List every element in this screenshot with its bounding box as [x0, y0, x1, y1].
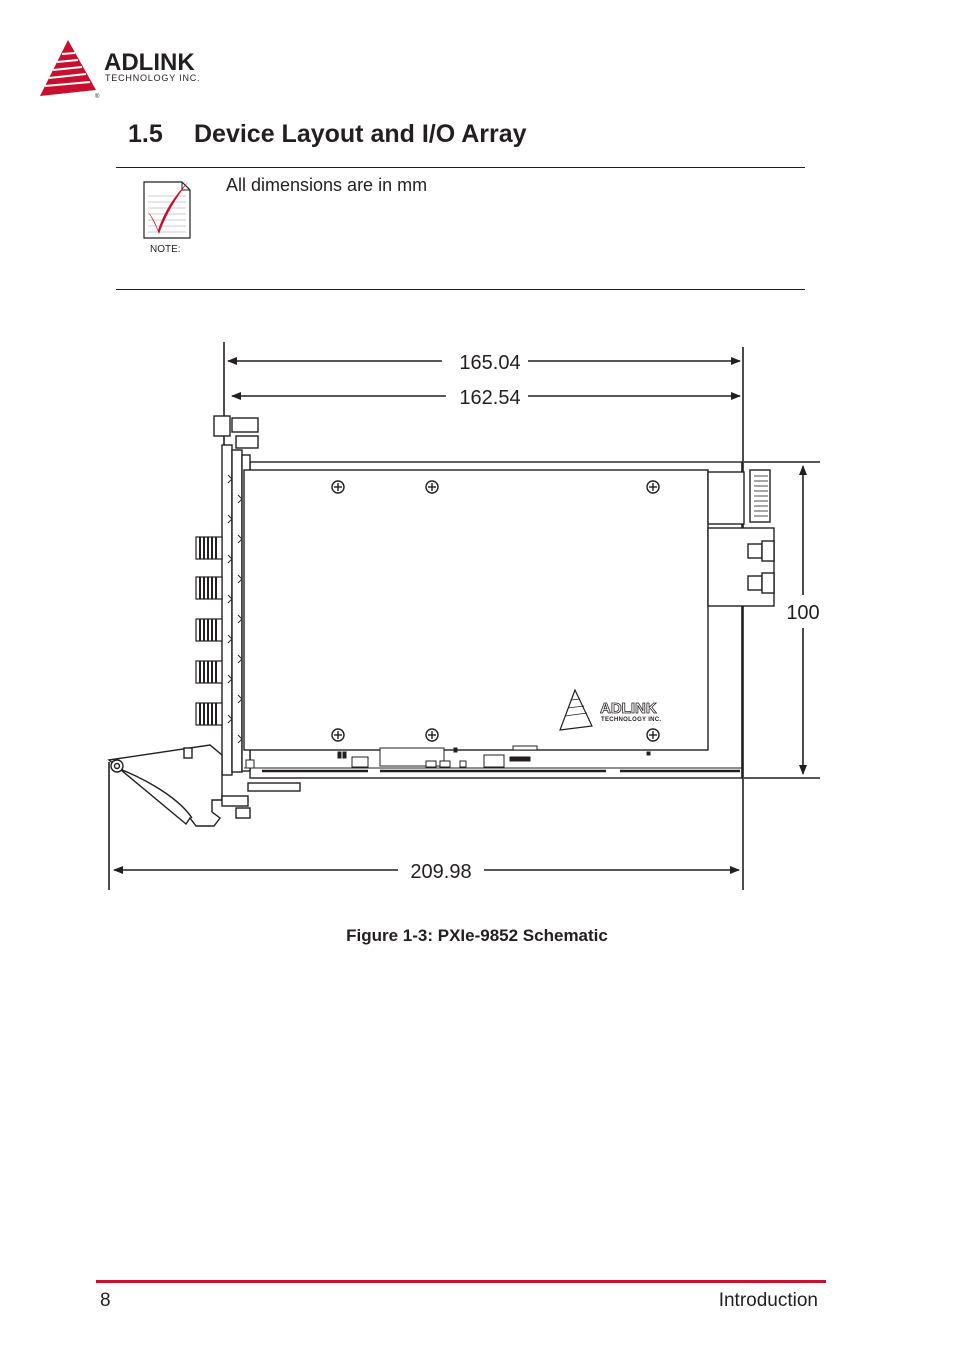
- sma-connector-icon: [196, 537, 222, 559]
- dimension-width-162: [232, 387, 740, 409]
- sma-connector-icon: [196, 703, 222, 725]
- logo-wordmark: ADLINK: [104, 49, 195, 76]
- screw-icon: [332, 481, 344, 493]
- board-logo-subtitle: TECHNOLOGY INC.: [601, 717, 662, 723]
- sma-connectors: [196, 537, 222, 725]
- screw-icon: [647, 729, 659, 741]
- screw-icon: [426, 729, 438, 741]
- dimension-label-height: 100: [786, 602, 820, 624]
- screw-icon: [332, 729, 344, 741]
- screw-icon: [426, 481, 438, 493]
- sma-connector-icon: [196, 661, 222, 683]
- dimension-label-length: 209.98: [410, 861, 472, 883]
- adlink-logo: [38, 38, 238, 100]
- board-logo-wordmark: ADLINK: [600, 700, 657, 717]
- logo-subtitle: TECHNOLOGY INC.: [105, 73, 201, 83]
- sma-connector-icon: [196, 619, 222, 641]
- note-top-divider: [116, 167, 805, 168]
- note-label: NOTE:: [150, 244, 181, 255]
- screw-icon: [647, 481, 659, 493]
- figure-caption: Figure 1-3: PXIe-9852 Schematic: [346, 926, 608, 945]
- backplane-connectors: [708, 470, 774, 606]
- footer-divider: [96, 1280, 826, 1283]
- pxie-9852-schematic: [100, 335, 840, 900]
- sma-connector-icon: [196, 577, 222, 599]
- section-heading: [128, 120, 527, 149]
- footer-section-name: Introduction: [718, 1290, 818, 1311]
- note-bottom-divider: [116, 289, 805, 290]
- note-checkmark-icon: [138, 176, 198, 260]
- note-text: All dimensions are in mm: [226, 175, 428, 195]
- page-number: 8: [100, 1290, 111, 1311]
- dimension-width-165: [228, 352, 740, 374]
- registered-mark: ®: [95, 94, 100, 100]
- dimension-height-100: [786, 466, 819, 774]
- dimension-label-width-top: 165.04: [459, 352, 521, 374]
- adlink-triangle-icon: [40, 40, 96, 96]
- dimension-label-width-inner: 162.54: [459, 387, 521, 409]
- dimension-length-209: [114, 861, 739, 883]
- section-title: Device Layout and I/O Array: [194, 120, 527, 148]
- section-number: 1.5: [128, 120, 163, 148]
